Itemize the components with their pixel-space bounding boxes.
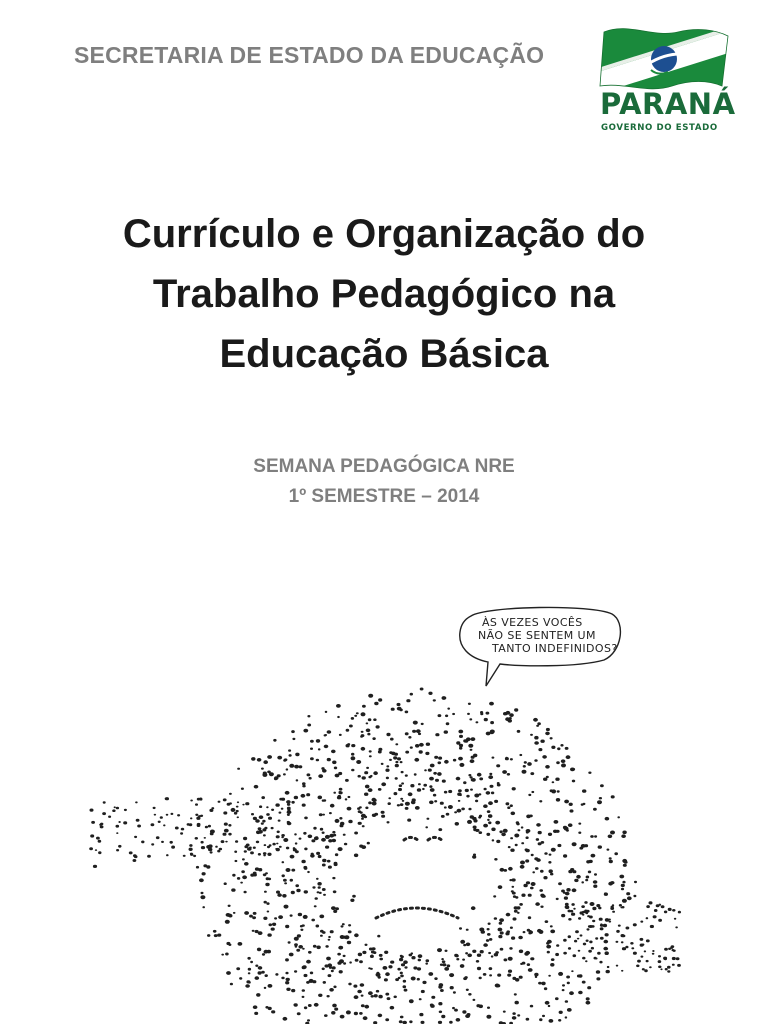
speech-balloon xyxy=(460,607,621,686)
event-subtitle xyxy=(0,452,768,512)
title-line-2: Trabalho Pedagógico na xyxy=(152,272,616,316)
face-features xyxy=(376,837,458,918)
title-line-3: Educação Básica xyxy=(219,332,549,376)
logo-state-name: PARANÁ xyxy=(600,87,736,121)
title-line-1: Currículo e Organização do xyxy=(122,212,646,256)
event-line-2: 1º SEMESTRE – 2014 xyxy=(288,486,480,507)
event-line-1: SEMANA PEDAGÓGICA NRE xyxy=(253,456,515,477)
dot-cloud xyxy=(89,688,681,1025)
parana-logo xyxy=(598,24,738,144)
cartoon-illustration xyxy=(86,602,688,1024)
parana-flag-icon xyxy=(598,24,738,92)
page-title xyxy=(0,204,768,384)
speech-line-1: ÀS VEZES VOCÊS xyxy=(482,616,583,629)
speech-line-3: TANTO INDEFINIDOS? xyxy=(492,642,618,655)
header-organization: SECRETARIA DE ESTADO DA EDUCAÇÃO xyxy=(74,42,545,68)
speech-line-2: NÃO SE SENTEM UM xyxy=(478,629,596,642)
logo-subtitle: GOVERNO DO ESTADO xyxy=(601,123,718,133)
